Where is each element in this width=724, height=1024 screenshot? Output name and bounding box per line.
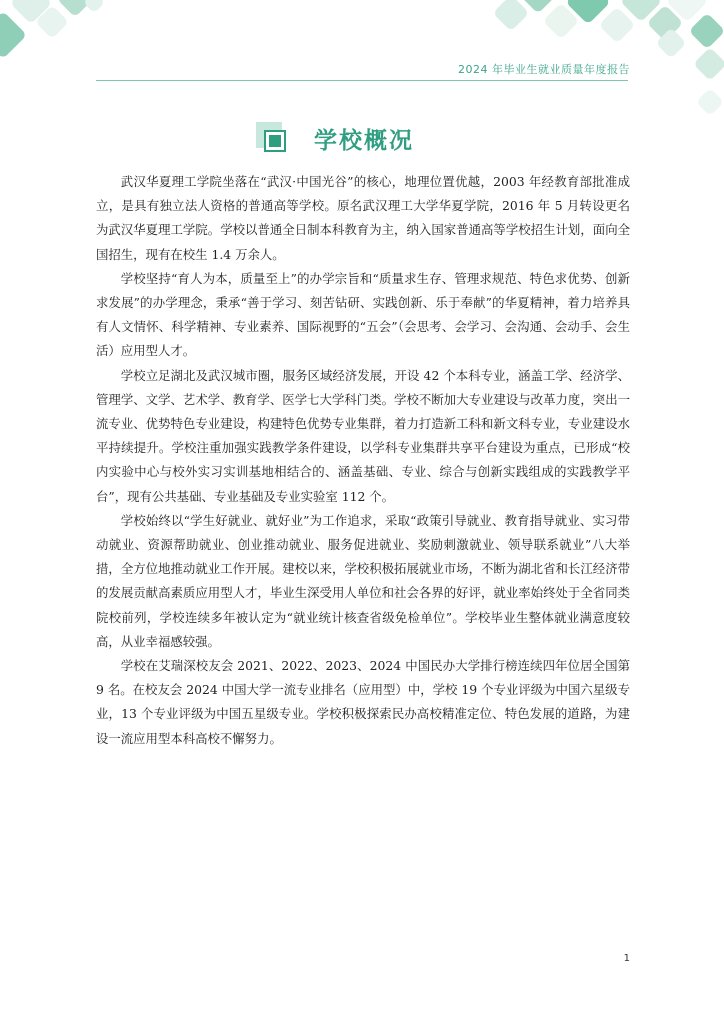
body-text <box>96 170 630 751</box>
paragraph-4: 学校始终以“学生好就业、就好业”为工作追求，采取“政策引导就业、教育指导就业、实习带动就业、资源帮助就业、创业推动就业、服务促进就业、奖励刺激就业、领导联系就业”八大举措，全方位地推动就业工作开展。建校以来，学校积极拓展就业市场，不断为湖北省和长江经济带的发展贡献高素质应用型人才，毕业生深受用人单位和社会各界的好评，就业率始终处于全省同类院校前列，学校连续多年被认定为“就业统计核查省级免检单位”。学校毕业生整体就业满意度较高，从业幸福感较强。 <box>96 512 630 649</box>
page-number: 1 <box>623 953 630 964</box>
section-square-icon <box>256 122 290 156</box>
paragraph-5: 学校在艾瑞深校友会 2021、2022、2023、2024 中国民办大学排行榜连续四年位居全国第 9 名。在校友会 2024 中国大学一流专业排名（应用型）中，学校 19 个专业评级为中国六星级专业，13 个专业评级为中国五星级专业。学校积极探索民办高校精准定位、特色发展的道路，为建设一流应用型本科高校不懈努力。 <box>96 658 630 746</box>
paragraph-3: 学校立足湖北及武汉城市圈，服务区域经济发展，开设 42 个本科专业，涵盖工学、经济学、管理学、文学、艺术学、教育学、医学七大学科门类。学校不断加大专业建设与改革力度，突出一流专业、优势特色专业建设，构建特色优势专业集群，着力打造新工科和新文科专业，专业建设水平持续提升。学校注重加强实践教学条件建设，以学科专业集群共享平台建设为重点，已形成“校内实验中心与校外实习实训基地相结合的、涵盖基础、专业、综合与创新实践组成的实践教学平台”，现有公共基础、专业基础及专业实验室 112 个。 <box>96 367 630 504</box>
section-title: 学校概况 <box>314 128 414 154</box>
report-header-title: 2024 年毕业生就业质量年度报告 <box>458 63 630 76</box>
paragraph-1: 武汉华夏理工学院坐落在“武汉·中国光谷”的核心，地理位置优越，2003 年经教育部批准成立，是具有独立法人资格的普通高等学校。原名武汉理工大学华夏学院，2016 年 5 月转设更名为武汉华夏理工学院。学校以普通全日制本科教育为主，纳入国家普通高等学校招生计划，面向全国招生，现有在校生 1.4 万余人。 <box>96 174 630 262</box>
header-divider <box>96 80 628 81</box>
paragraph-2: 学校坚持“育人为本，质量至上”的办学宗旨和“质量求生存、管理求规范、特色求优势、创新求发展”的办学理念，秉承“善于学习、刻苦钻研、实践创新、乐于奉献”的华夏精神，着力培养具有人文情怀、科学精神、专业素养、国际视野的“五会”（会思考、会学习、会沟通、会动手、会生活）应用型人才。 <box>96 270 630 359</box>
